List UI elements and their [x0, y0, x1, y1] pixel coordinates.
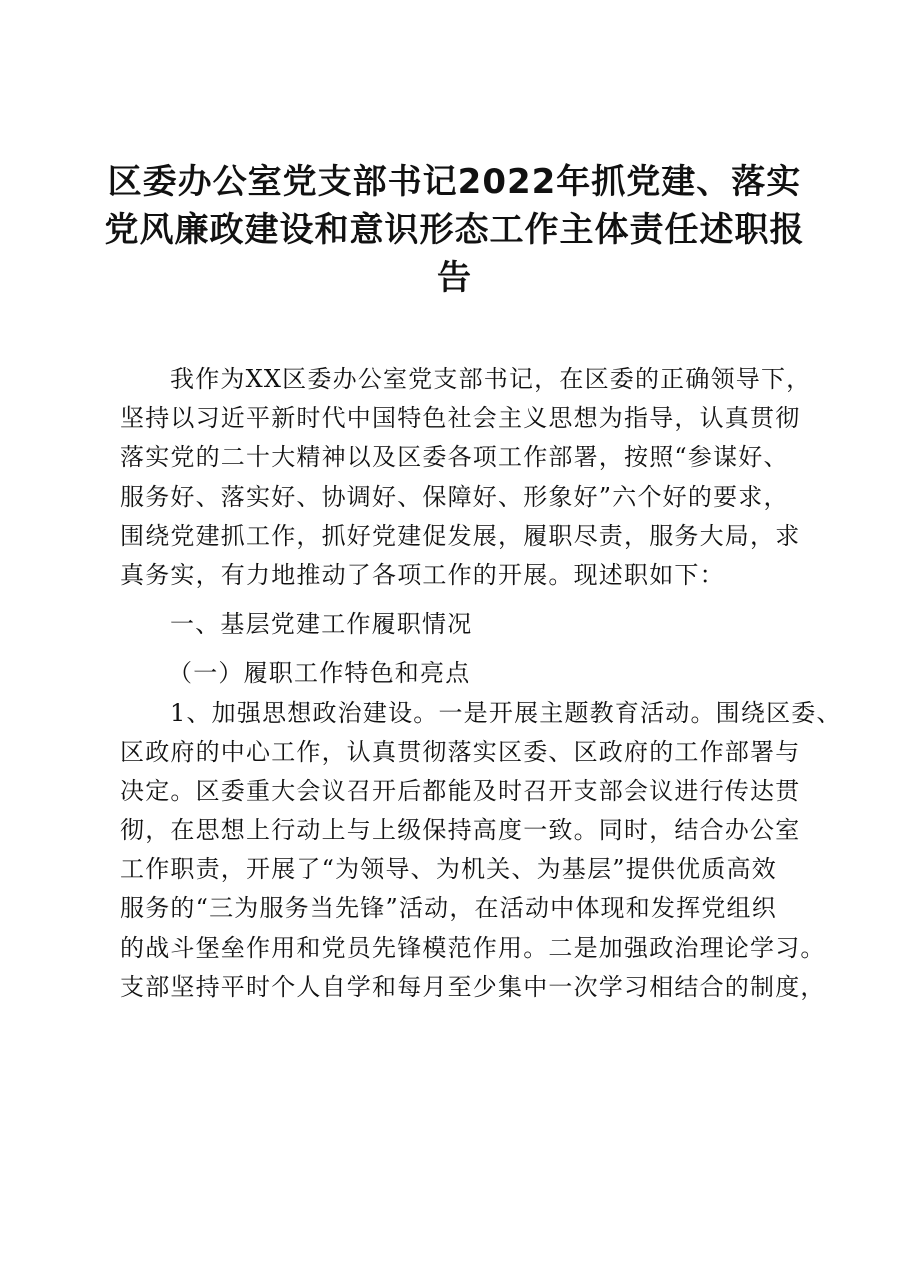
title-line-2: 党风廉政建设和意识形态工作主体责任述职报 [104, 210, 805, 250]
section-heading-1: 一、基层党建工作履职情况 [170, 610, 473, 639]
text-line: 真务实，有力地推动了各项工作的开展。现述职如下： [120, 560, 725, 589]
text-line: 围绕党建抓工作，抓好党建促发展，履职尽责，服务大局，求 [120, 521, 801, 550]
text-line: 服务好、落实好、协调好、保障好、形象好”六个好的要求， [120, 482, 789, 511]
title-line-1: 区委办公室党支部书记2022年抓党建、落实 [107, 162, 802, 202]
text-line: 彻，在思想上行动上与上级保持高度一致。同时，结合办公室 [120, 816, 801, 845]
intro-paragraph [120, 360, 840, 595]
text-line: 支部坚持平时个人自学和每月至少集中一次学习相结合的制度， [120, 972, 826, 1001]
text-line: 1、加强思想政治建设。一是开展主题教育活动。围绕区委、 [170, 698, 842, 727]
section-paragraph [120, 694, 840, 1008]
text-line: 落实党的二十大精神以及区委各项工作部署，按照“参谋好、 [120, 443, 789, 472]
document-title [100, 158, 809, 302]
section-heading-2: （一）履职工作特色和亮点 [168, 659, 471, 688]
text-line: 我作为XX区委办公室党支部书记，在区委的正确领导下， [170, 365, 812, 393]
text-line: 决定。区委重大会议召开后都能及时召开支部会议进行传达贯 [120, 776, 801, 805]
text-line: 坚持以习近平新时代中国特色社会主义思想为指导，认真贯彻 [120, 404, 801, 433]
text-line: 工作职责，开展了“为领导、为机关、为基层”提供优质高效 [120, 855, 777, 884]
text-line: 区政府的中心工作，认真贯彻落实区委、区政府的工作部署与 [120, 737, 801, 766]
text-line: 的战斗堡垒作用和党员先锋模范作用。二是加强政治理论学习。 [120, 933, 826, 962]
text-line: 服务的“三为服务当先锋”活动，在活动中体现和发挥党组织 [120, 894, 777, 923]
title-line-3: 告 [437, 258, 472, 298]
document-body [120, 360, 840, 1007]
